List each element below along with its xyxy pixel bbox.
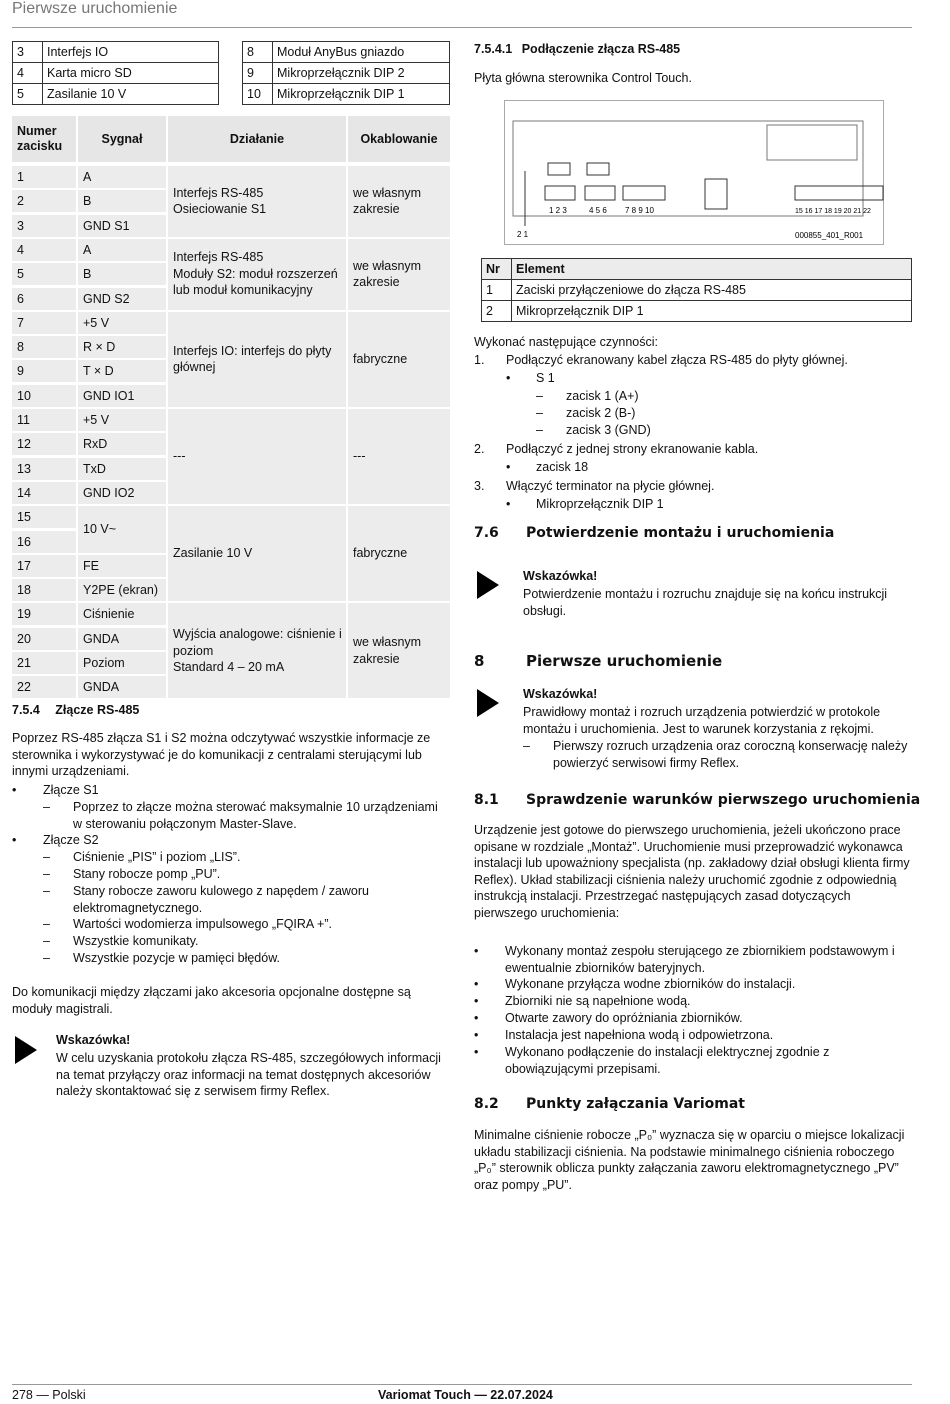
board-drawing xyxy=(505,101,885,246)
step-3-sub: Mikroprzełącznik DIP 1 xyxy=(536,497,664,511)
step-2: Podłączyć z jednej strony ekranowanie kabla. xyxy=(506,442,759,456)
terminal-number: 2 xyxy=(12,190,76,212)
signal-name: 10 V~ xyxy=(78,506,166,552)
heading-8-2 xyxy=(474,1096,745,1112)
table-row: 2 Mikroprzełącznik DIP 1 xyxy=(482,301,912,322)
step-3: Włączyć terminator na płycie głównej. xyxy=(506,479,715,493)
signal-name: GNDA xyxy=(78,676,166,698)
signal-name: GND S2 xyxy=(78,288,166,310)
condition-item: Wykonane przyłącza wodne zbiorników do instalacji. xyxy=(505,977,796,991)
bullet-dot: • xyxy=(506,371,511,385)
step-1-item: zacisk 2 (B-) xyxy=(566,406,636,420)
steps-intro: Wykonać następujące czynności: xyxy=(474,335,659,349)
dash: – xyxy=(536,406,543,420)
signal-name: TxD xyxy=(78,458,166,480)
step-number: 2. xyxy=(474,442,485,456)
table-header-row: Nr Element xyxy=(482,259,912,280)
terminal-number: 22 xyxy=(12,676,76,698)
dash: – xyxy=(536,423,543,437)
top-table-right xyxy=(242,41,450,105)
note-text: Potwierdzenie montażu i rozruchu znajduje się na końcu instrukcji obsługi. xyxy=(523,587,888,618)
action-cell: --- xyxy=(168,409,346,504)
condition-item: Wykonano podłączenie do instalacji elektrycznej zgodnie z obowiązującymi przepisami. xyxy=(505,1045,830,1076)
signal-name: R × D xyxy=(78,336,166,358)
step-2-sub: zacisk 18 xyxy=(536,460,589,474)
signal-name: A xyxy=(78,239,166,261)
signal-name: B xyxy=(78,190,166,212)
terminal-number: 17 xyxy=(12,555,76,577)
heading-7-5-4 xyxy=(12,703,139,717)
step-number: 1. xyxy=(474,353,485,367)
dash: – xyxy=(43,867,50,881)
bullet-dot: • xyxy=(474,994,479,1008)
bullet-dot: • xyxy=(12,833,17,847)
signal-name: RxD xyxy=(78,433,166,455)
section-8-1-text: Urządzenie jest gotowe do pierwszego uruchomienia, jeżeli ukończono prace opisane w rozdziale „Montaż”. Uruchomienie musi przeprowadzić wykonawca instalacji lub upoważniony specjalista (np. zakładowy dział obsługi klienta firmy Reflex). Układ stabilizacji ciśnienia należy uruchomić zgodnie z odpowiednią instrukcją instalacji. Przestrzegać następujących zasad dotyczących pierwszego uruchomienia: xyxy=(474,823,910,920)
step-1-sub: S 1 xyxy=(536,371,555,385)
dash: – xyxy=(536,389,543,403)
signal-name: FE xyxy=(78,555,166,577)
footer-page: 278 — Polski xyxy=(12,1388,86,1402)
table-row: 4 Karta micro SD xyxy=(13,63,219,84)
terminal-labels-15-22: 15 16 17 18 19 20 21 22 xyxy=(795,208,871,215)
signal-name: Ciśnienie xyxy=(78,603,166,625)
bullet-dot: • xyxy=(506,497,511,511)
signal-name: GND IO2 xyxy=(78,482,166,504)
signal-name: +5 V xyxy=(78,312,166,334)
condition-item: Otwarte zawory do opróżniania zbiorników. xyxy=(505,1011,743,1025)
terminal-number: 13 xyxy=(12,458,76,480)
terminal-number: 15 xyxy=(12,506,76,528)
terminal-number: 3 xyxy=(12,215,76,237)
wiring-cell: --- xyxy=(348,409,450,504)
terminal-number: 8 xyxy=(12,336,76,358)
rs485-intro: Poprzez RS-485 złącza S1 i S2 można odczytywać wszystkie informacje ze sterownika i wykorzystywać je do komunikacji z centralami sterującymi lub innymi urządzeniami. xyxy=(12,731,431,778)
signal-name: GNDA xyxy=(78,628,166,650)
heading-number: 7.5.4.1 xyxy=(474,42,513,56)
s2-item: Ciśnienie „PIS” i poziom „LIS”. xyxy=(73,850,241,864)
terminal-number: 12 xyxy=(12,433,76,455)
bullet-dot: • xyxy=(474,1011,479,1025)
th-signal: Sygnał xyxy=(78,116,166,162)
step-1: Podłączyć ekranowany kabel złącza RS-485 do płyty głównej. xyxy=(506,353,848,367)
wiring-cell: fabryczne xyxy=(348,312,450,407)
th-wiring: Okablowanie xyxy=(348,116,450,162)
callout-labels: 2 1 xyxy=(517,230,529,239)
dash: – xyxy=(43,884,50,898)
table-row: 1 Zaciski przyłączeniowe do złącza RS-485 xyxy=(482,280,912,301)
signal-name: B xyxy=(78,263,166,285)
th-action: Działanie xyxy=(168,116,346,162)
terminal-number: 16 xyxy=(12,531,76,553)
terminal-number: 5 xyxy=(12,263,76,285)
terminal-number: 14 xyxy=(12,482,76,504)
th-terminal-number: Numer zacisku xyxy=(12,116,76,162)
terminal-labels-7-10: 7 8 9 10 xyxy=(625,206,654,215)
note-arrow-icon xyxy=(15,1036,37,1064)
terminal-number: 1 xyxy=(12,166,76,188)
header-rule xyxy=(12,27,912,28)
signal-name: GND S1 xyxy=(78,215,166,237)
terminal-number: 18 xyxy=(12,579,76,601)
terminal-number: 4 xyxy=(12,239,76,261)
table-row: 8 Moduł AnyBus gniazdo xyxy=(243,42,450,63)
action-cell: Wyjścia analogowe: ciśnienie i poziom Standard 4 – 20 mA xyxy=(168,603,346,698)
dash: – xyxy=(43,934,50,948)
terminal-number: 20 xyxy=(12,628,76,650)
s2-item: Wartości wodomierza impulsowego „FQIRA +”. xyxy=(73,917,332,931)
footer-title: Variomat Touch — 22.07.2024 xyxy=(378,1388,553,1402)
s1-description: Poprzez to złącze można sterować maksymalnie 10 urządzeniami w sterowaniu połączonym Master-Slave. xyxy=(73,800,438,831)
top-table-left xyxy=(12,41,219,105)
page-header-title: Pierwsze uruchomienie xyxy=(12,0,178,17)
footer-rule xyxy=(12,1384,912,1385)
dash: – xyxy=(43,800,50,814)
bus-modules-text: Do komunikacji między złączami jako akcesoria opcjonalne dostępne są moduły magistrali. xyxy=(12,985,411,1016)
condition-item: Zbiorniki nie są napełnione wodą. xyxy=(505,994,691,1008)
condition-item: Wykonany montaż zespołu sterującego ze zbiornikiem podstawowym i ewentualnie zbiorników bateryjnych. xyxy=(505,944,895,975)
heading-text: Pierwsze uruchomienie xyxy=(526,652,723,670)
table-row: 5 Zasilanie 10 V xyxy=(13,84,219,105)
board-caption: Płyta główna sterownika Control Touch. xyxy=(474,71,692,85)
heading-text: Sprawdzenie warunków pierwszego uruchomienia xyxy=(526,792,921,808)
table-row: 3 Interfejs IO xyxy=(13,42,219,63)
note-arrow-icon xyxy=(477,689,499,717)
s2-item: Stany robocze pomp „PU”. xyxy=(73,867,221,881)
heading-text: Punkty załączania Variomat xyxy=(526,1096,745,1112)
note-title: Wskazówka! xyxy=(523,687,598,701)
terminal-table xyxy=(12,116,450,698)
terminal-number: 19 xyxy=(12,603,76,625)
heading-number: 7.5.4 xyxy=(12,703,40,717)
condition-item: Instalacja jest napełniona wodą i odpowietrzona. xyxy=(505,1028,774,1042)
step-number: 3. xyxy=(474,479,485,493)
terminal-number: 11 xyxy=(12,409,76,431)
terminal-number: 9 xyxy=(12,360,76,382)
s2-item: Wszystkie pozycje w pamięci błędów. xyxy=(73,951,281,965)
terminal-labels-1-3: 1 2 3 xyxy=(549,206,567,215)
wiring-cell: we własnym zakresie xyxy=(348,166,450,237)
signal-name: T × D xyxy=(78,360,166,382)
element-table xyxy=(481,258,912,322)
terminal-labels-4-6: 4 5 6 xyxy=(589,206,607,215)
signal-name: Y2PE (ekran) xyxy=(78,579,166,601)
heading-8 xyxy=(474,652,723,670)
action-cell: Zasilanie 10 V xyxy=(168,506,346,601)
bullet-dot: • xyxy=(474,1045,479,1059)
note-text: W celu uzyskania protokołu złącza RS-485, szczegółowych informacji na temat przyłączy oraz informacji na temat dostępnych akcesoriów należy skontaktować się z serwisem firmy Reflex. xyxy=(56,1051,441,1098)
bullet-dot: • xyxy=(506,460,511,474)
heading-text: Podłączenie złącza RS-485 xyxy=(521,42,681,56)
heading-7-5-4-1 xyxy=(474,42,680,56)
terminal-number: 21 xyxy=(12,652,76,674)
table-row: 10 Mikroprzełącznik DIP 1 xyxy=(243,84,450,105)
heading-number: 8.2 xyxy=(474,1096,499,1112)
terminal-number: 7 xyxy=(12,312,76,334)
heading-number: 8 xyxy=(474,652,485,670)
signal-name: +5 V xyxy=(78,409,166,431)
bullet-s1: Złącze S1 xyxy=(43,783,99,797)
action-cell: Interfejs RS-485 Moduły S2: moduł rozszerzeń lub moduł komunikacyjny xyxy=(168,239,346,310)
wiring-cell: we własnym zakresie xyxy=(348,239,450,310)
note-text: Prawidłowy montaż i rozruch urządzenia potwierdzić w protokole montażu i uruchomienia. Jest to warunek korzystania z rękojmi. xyxy=(523,705,881,736)
note-arrow-icon xyxy=(477,571,499,599)
bullet-dot: • xyxy=(474,977,479,991)
signal-name: GND IO1 xyxy=(78,385,166,407)
dash: – xyxy=(43,850,50,864)
action-cell: Interfejs IO: interfejs do płyty głównej xyxy=(168,312,346,407)
terminal-number: 6 xyxy=(12,288,76,310)
table-row: 9 Mikroprzełącznik DIP 2 xyxy=(243,63,450,84)
heading-number: 8.1 xyxy=(474,792,499,808)
heading-7-6 xyxy=(474,525,835,541)
action-cell: Interfejs RS-485 Osieciowanie S1 xyxy=(168,166,346,237)
step-1-item: zacisk 3 (GND) xyxy=(566,423,651,437)
section-8-2-text: Minimalne ciśnienie robocze „P₀” wyznacza się w oparciu o miejsce lokalizacji układu stabilizacji ciśnienia. Na podstawie minimalnego ciśnienia roboczego „P₀” sterownik oblicza punkty załączania zaworu elektromagnetycznego „PV” oraz pompy „PU”. xyxy=(474,1128,905,1192)
bullet-dot: • xyxy=(474,944,479,958)
drawing-code: 000855_401_R001 xyxy=(795,231,864,240)
dash: – xyxy=(523,739,530,753)
note-title: Wskazówka! xyxy=(523,569,598,583)
terminal-number: 10 xyxy=(12,385,76,407)
heading-8-1 xyxy=(474,792,921,808)
wiring-cell: we własnym zakresie xyxy=(348,603,450,698)
note-dash-text: Pierwszy rozruch urządzenia oraz coroczną konserwację należy powierzyć serwisowi firmy Reflex. xyxy=(553,739,908,770)
signal-name: A xyxy=(78,166,166,188)
bullet-dot: • xyxy=(12,783,17,797)
step-1-item: zacisk 1 (A+) xyxy=(566,389,639,403)
s2-item: Stany robocze zaworu kulowego z napędem / zaworu elektromagnetycznego. xyxy=(73,884,369,915)
wiring-cell: fabryczne xyxy=(348,506,450,601)
heading-number: 7.6 xyxy=(474,525,499,541)
note-title: Wskazówka! xyxy=(56,1033,131,1047)
signal-name: Poziom xyxy=(78,652,166,674)
heading-text: Złącze RS-485 xyxy=(55,703,140,717)
bullet-dot: • xyxy=(474,1028,479,1042)
heading-text: Potwierdzenie montażu i uruchomienia xyxy=(526,525,835,541)
dash: – xyxy=(43,951,50,965)
bullet-s2: Złącze S2 xyxy=(43,833,99,847)
s2-item: Wszystkie komunikaty. xyxy=(73,934,199,948)
dash: – xyxy=(43,917,50,931)
control-board-diagram xyxy=(504,100,884,245)
